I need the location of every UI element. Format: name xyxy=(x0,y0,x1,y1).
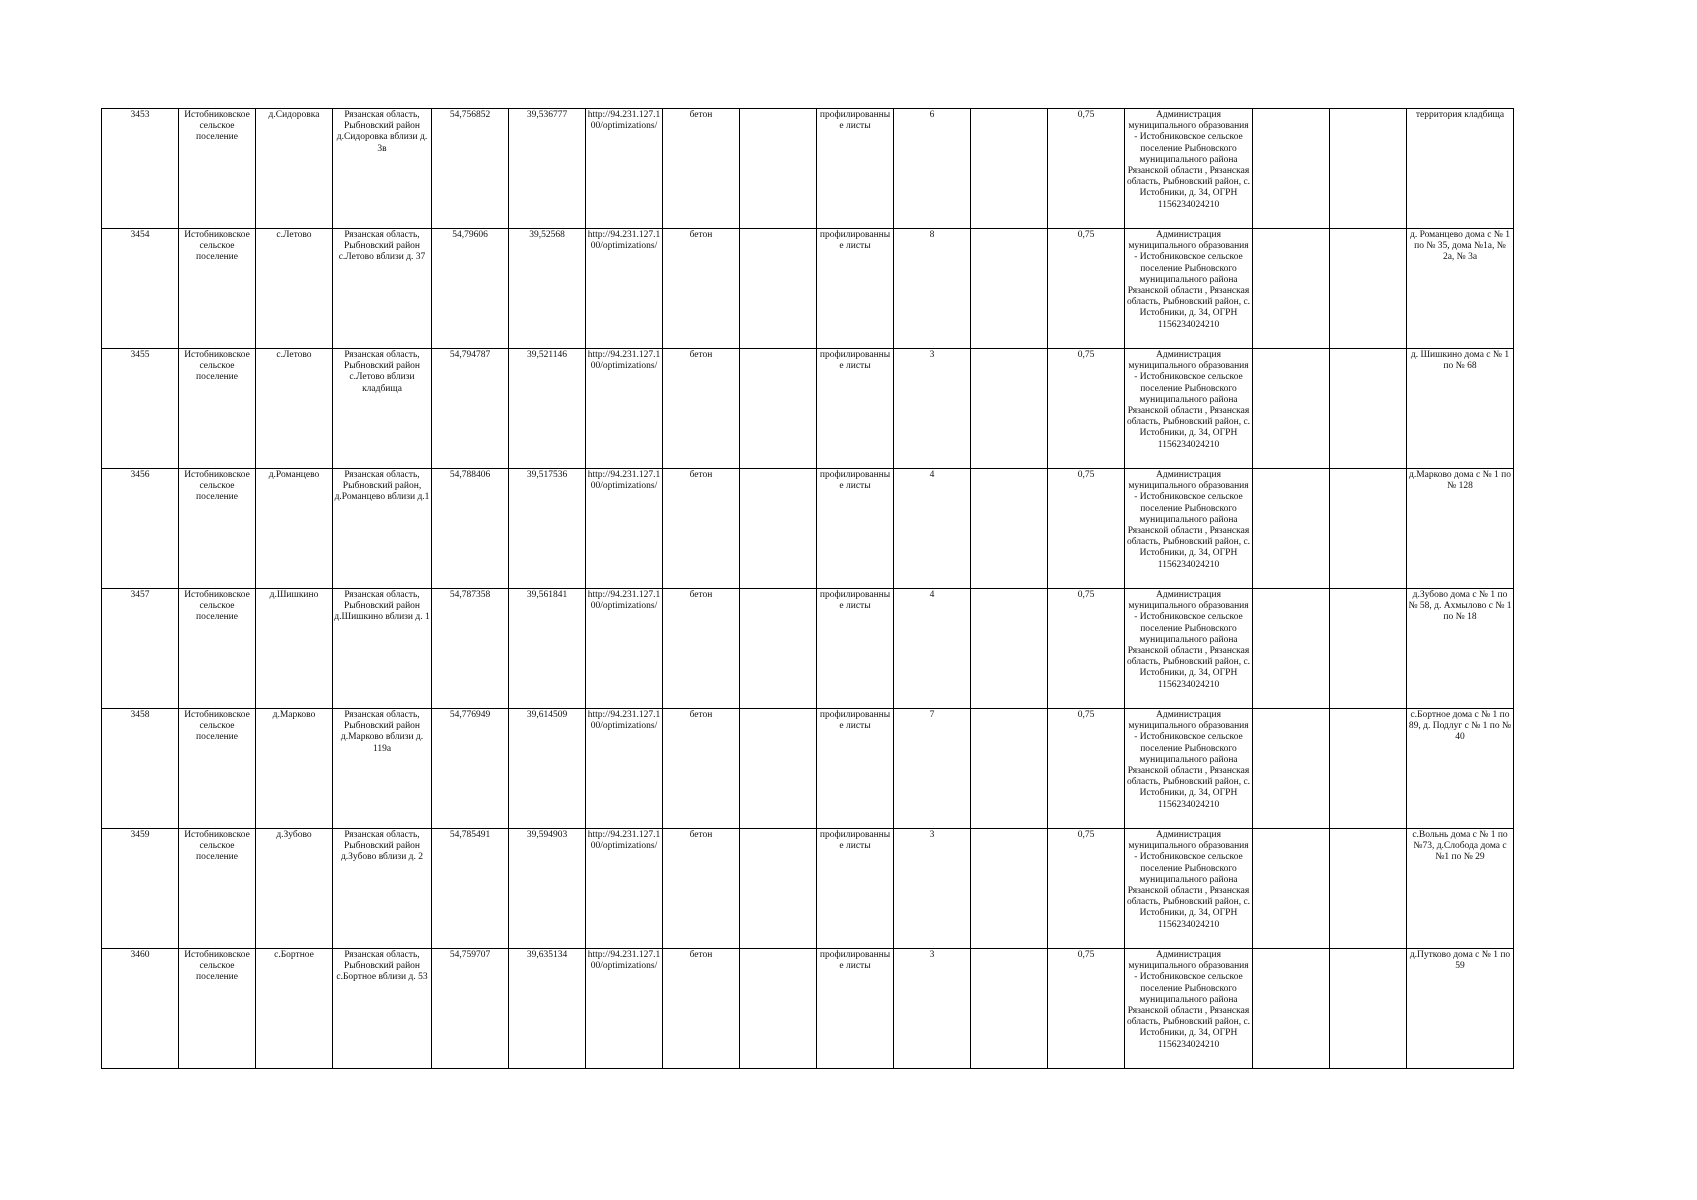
table-row xyxy=(102,709,1514,829)
cell-latitude: 54,794787 xyxy=(432,349,509,469)
cell-number: 3453 xyxy=(102,109,179,229)
cell-url: http://94.231.127.100/optimizations/ xyxy=(586,109,663,229)
cell-served-area: территория кладбища xyxy=(1407,109,1514,229)
cell-container-count: 3 xyxy=(894,949,971,1069)
cell-number: 3457 xyxy=(102,589,179,709)
cell-url: http://94.231.127.100/optimizations/ xyxy=(586,829,663,949)
table-row xyxy=(102,829,1514,949)
cell-empty xyxy=(971,229,1048,349)
cell-empty xyxy=(740,589,817,709)
cell-empty xyxy=(971,949,1048,1069)
table-row xyxy=(102,109,1514,229)
cell-container-count: 4 xyxy=(894,469,971,589)
table-row xyxy=(102,469,1514,589)
cell-longitude: 39,521146 xyxy=(509,349,586,469)
cell-empty xyxy=(1253,829,1330,949)
cell-number: 3454 xyxy=(102,229,179,349)
cell-empty xyxy=(971,109,1048,229)
cell-surface: бетон xyxy=(663,829,740,949)
cell-empty xyxy=(1330,349,1407,469)
table-row xyxy=(102,349,1514,469)
cell-empty xyxy=(1330,229,1407,349)
cell-empty xyxy=(971,469,1048,589)
cell-address: Рязанская область, Рыбновский район с.Бортное вблизи д. 53 xyxy=(333,949,432,1069)
cell-address: Рязанская область, Рыбновский район д.Шишкино вблизи д. 1 xyxy=(333,589,432,709)
cell-empty xyxy=(971,829,1048,949)
cell-container-count: 3 xyxy=(894,349,971,469)
cell-volume: 0,75 xyxy=(1048,109,1125,229)
cell-fence: профилированные листы xyxy=(817,349,894,469)
cell-container-count: 7 xyxy=(894,709,971,829)
cell-url: http://94.231.127.100/optimizations/ xyxy=(586,469,663,589)
cell-surface: бетон xyxy=(663,109,740,229)
cell-longitude: 39,517536 xyxy=(509,469,586,589)
cell-latitude: 54,785491 xyxy=(432,829,509,949)
cell-surface: бетон xyxy=(663,709,740,829)
cell-url: http://94.231.127.100/optimizations/ xyxy=(586,709,663,829)
cell-locality: д.Сидоровка xyxy=(256,109,333,229)
cell-longitude: 39,594903 xyxy=(509,829,586,949)
cell-served-area: д.Зубово дома с № 1 по № 58, д. Ахмылово с № 1 по № 18 xyxy=(1407,589,1514,709)
cell-fence: профилированные листы xyxy=(817,589,894,709)
cell-served-area: д.Путково дома с № 1 по 59 xyxy=(1407,949,1514,1069)
cell-locality: с.Летово xyxy=(256,229,333,349)
cell-served-area: д. Романцево дома с № 1 по № 35, дома №1а, № 2а, № 3а xyxy=(1407,229,1514,349)
cell-empty xyxy=(740,829,817,949)
cell-number: 3459 xyxy=(102,829,179,949)
cell-empty xyxy=(1253,469,1330,589)
cell-fence: профилированные листы xyxy=(817,949,894,1069)
cell-latitude: 54,756852 xyxy=(432,109,509,229)
cell-empty xyxy=(1330,709,1407,829)
cell-address: Рязанская область, Рыбновский район с.Летово вблизи кладбища xyxy=(333,349,432,469)
cell-longitude: 39,635134 xyxy=(509,949,586,1069)
cell-settlement: Истобниковское сельское поселение xyxy=(179,589,256,709)
cell-empty xyxy=(1253,109,1330,229)
cell-number: 3456 xyxy=(102,469,179,589)
cell-volume: 0,75 xyxy=(1048,469,1125,589)
cell-empty xyxy=(1330,469,1407,589)
cell-latitude: 54,787358 xyxy=(432,589,509,709)
cell-latitude: 54,776949 xyxy=(432,709,509,829)
cell-owner: Администрация муниципального образования - Истобниковское сельское поселение Рыбновского муниципального района Рязанской области , Рязанская область, Рыбновский район, с. Истобники, д. 34, ОГРН 1156234024210 xyxy=(1125,829,1253,949)
cell-surface: бетон xyxy=(663,349,740,469)
cell-empty xyxy=(1253,949,1330,1069)
cell-served-area: с.Вольнь дома с № 1 по №73, д.Слобода дома с №1 по № 29 xyxy=(1407,829,1514,949)
cell-number: 3460 xyxy=(102,949,179,1069)
cell-empty xyxy=(971,589,1048,709)
cell-empty xyxy=(971,709,1048,829)
cell-settlement: Истобниковское сельское поселение xyxy=(179,229,256,349)
cell-surface: бетон xyxy=(663,469,740,589)
cell-locality: д.Романцево xyxy=(256,469,333,589)
cell-empty xyxy=(740,709,817,829)
cell-settlement: Истобниковское сельское поселение xyxy=(179,829,256,949)
cell-empty xyxy=(1253,229,1330,349)
cell-locality: д.Шишкино xyxy=(256,589,333,709)
cell-latitude: 54,79606 xyxy=(432,229,509,349)
cell-owner: Администрация муниципального образования - Истобниковское сельское поселение Рыбновского муниципального района Рязанской области , Рязанская область, Рыбновский район, с. Истобники, д. 34, ОГРН 1156234024210 xyxy=(1125,229,1253,349)
cell-settlement: Истобниковское сельское поселение xyxy=(179,109,256,229)
cell-number: 3458 xyxy=(102,709,179,829)
cell-empty xyxy=(1253,349,1330,469)
cell-owner: Администрация муниципального образования - Истобниковское сельское поселение Рыбновского муниципального района Рязанской области , Рязанская область, Рыбновский район, с. Истобники, д. 34, ОГРН 1156234024210 xyxy=(1125,589,1253,709)
cell-longitude: 39,614509 xyxy=(509,709,586,829)
cell-locality: д.Зубово xyxy=(256,829,333,949)
cell-address: Рязанская область, Рыбновский район с.Летово вблизи д. 37 xyxy=(333,229,432,349)
cell-served-area: д. Шишкино дома с № 1 по № 68 xyxy=(1407,349,1514,469)
cell-settlement: Истобниковское сельское поселение xyxy=(179,469,256,589)
cell-served-area: с.Бортное дома с № 1 по 89, д. Подлуг с № 1 по № 40 xyxy=(1407,709,1514,829)
cell-owner: Администрация муниципального образования - Истобниковское сельское поселение Рыбновского муниципального района Рязанской области , Рязанская область, Рыбновский район, с. Истобники, д. 34, ОГРН 1156234024210 xyxy=(1125,349,1253,469)
cell-address: Рязанская область, Рыбновский район д.Зубово вблизи д. 2 xyxy=(333,829,432,949)
table-row xyxy=(102,229,1514,349)
waste-sites-table xyxy=(101,108,1514,1069)
cell-empty xyxy=(740,349,817,469)
cell-url: http://94.231.127.100/optimizations/ xyxy=(586,349,663,469)
cell-container-count: 3 xyxy=(894,829,971,949)
cell-surface: бетон xyxy=(663,949,740,1069)
cell-address: Рязанская область, Рыбновский район д.Сидоровка вблизи д. 3в xyxy=(333,109,432,229)
cell-settlement: Истобниковское сельское поселение xyxy=(179,349,256,469)
cell-volume: 0,75 xyxy=(1048,229,1125,349)
cell-volume: 0,75 xyxy=(1048,349,1125,469)
cell-volume: 0,75 xyxy=(1048,589,1125,709)
table-row xyxy=(102,949,1514,1069)
cell-empty xyxy=(971,349,1048,469)
cell-empty xyxy=(1330,949,1407,1069)
cell-latitude: 54,759707 xyxy=(432,949,509,1069)
cell-address: Рязанская область, Рыбновский район д.Марково вблизи д. 119а xyxy=(333,709,432,829)
cell-empty xyxy=(740,469,817,589)
cell-longitude: 39,561841 xyxy=(509,589,586,709)
cell-url: http://94.231.127.100/optimizations/ xyxy=(586,229,663,349)
cell-surface: бетон xyxy=(663,589,740,709)
cell-fence: профилированные листы xyxy=(817,469,894,589)
cell-locality: с.Бортное xyxy=(256,949,333,1069)
cell-served-area: д.Марково дома с № 1 по № 128 xyxy=(1407,469,1514,589)
cell-empty xyxy=(1330,109,1407,229)
cell-url: http://94.231.127.100/optimizations/ xyxy=(586,949,663,1069)
cell-address: Рязанская область, Рыбновский район, д.Романцево вблизи д.1 xyxy=(333,469,432,589)
table-row xyxy=(102,589,1514,709)
cell-container-count: 4 xyxy=(894,589,971,709)
cell-latitude: 54,788406 xyxy=(432,469,509,589)
cell-locality: д.Марково xyxy=(256,709,333,829)
cell-empty xyxy=(1253,709,1330,829)
cell-owner: Администрация муниципального образования - Истобниковское сельское поселение Рыбновского муниципального района Рязанской области , Рязанская область, Рыбновский район, с. Истобники, д. 34, ОГРН 1156234024210 xyxy=(1125,709,1253,829)
cell-longitude: 39,52568 xyxy=(509,229,586,349)
cell-empty xyxy=(1330,829,1407,949)
cell-locality: с.Летово xyxy=(256,349,333,469)
cell-container-count: 6 xyxy=(894,109,971,229)
cell-surface: бетон xyxy=(663,229,740,349)
cell-volume: 0,75 xyxy=(1048,829,1125,949)
cell-url: http://94.231.127.100/optimizations/ xyxy=(586,589,663,709)
cell-settlement: Истобниковское сельское поселение xyxy=(179,709,256,829)
cell-fence: профилированные листы xyxy=(817,229,894,349)
cell-empty xyxy=(1330,589,1407,709)
cell-volume: 0,75 xyxy=(1048,709,1125,829)
cell-owner: Администрация муниципального образования - Истобниковское сельское поселение Рыбновского муниципального района Рязанской области , Рязанская область, Рыбновский район, с. Истобники, д. 34, ОГРН 1156234024210 xyxy=(1125,469,1253,589)
cell-fence: профилированные листы xyxy=(817,829,894,949)
cell-fence: профилированные листы xyxy=(817,109,894,229)
cell-longitude: 39,536777 xyxy=(509,109,586,229)
cell-owner: Администрация муниципального образования - Истобниковское сельское поселение Рыбновского муниципального района Рязанской области , Рязанская область, Рыбновский район, с. Истобники, д. 34, ОГРН 1156234024210 xyxy=(1125,949,1253,1069)
cell-number: 3455 xyxy=(102,349,179,469)
cell-volume: 0,75 xyxy=(1048,949,1125,1069)
cell-empty xyxy=(740,949,817,1069)
cell-empty xyxy=(1253,589,1330,709)
cell-settlement: Истобниковское сельское поселение xyxy=(179,949,256,1069)
cell-container-count: 8 xyxy=(894,229,971,349)
cell-owner: Администрация муниципального образования - Истобниковское сельское поселение Рыбновского муниципального района Рязанской области , Рязанская область, Рыбновский район, с. Истобники, д. 34, ОГРН 1156234024210 xyxy=(1125,109,1253,229)
cell-fence: профилированные листы xyxy=(817,709,894,829)
table-body xyxy=(102,109,1514,1069)
cell-empty xyxy=(740,229,817,349)
cell-empty xyxy=(740,109,817,229)
